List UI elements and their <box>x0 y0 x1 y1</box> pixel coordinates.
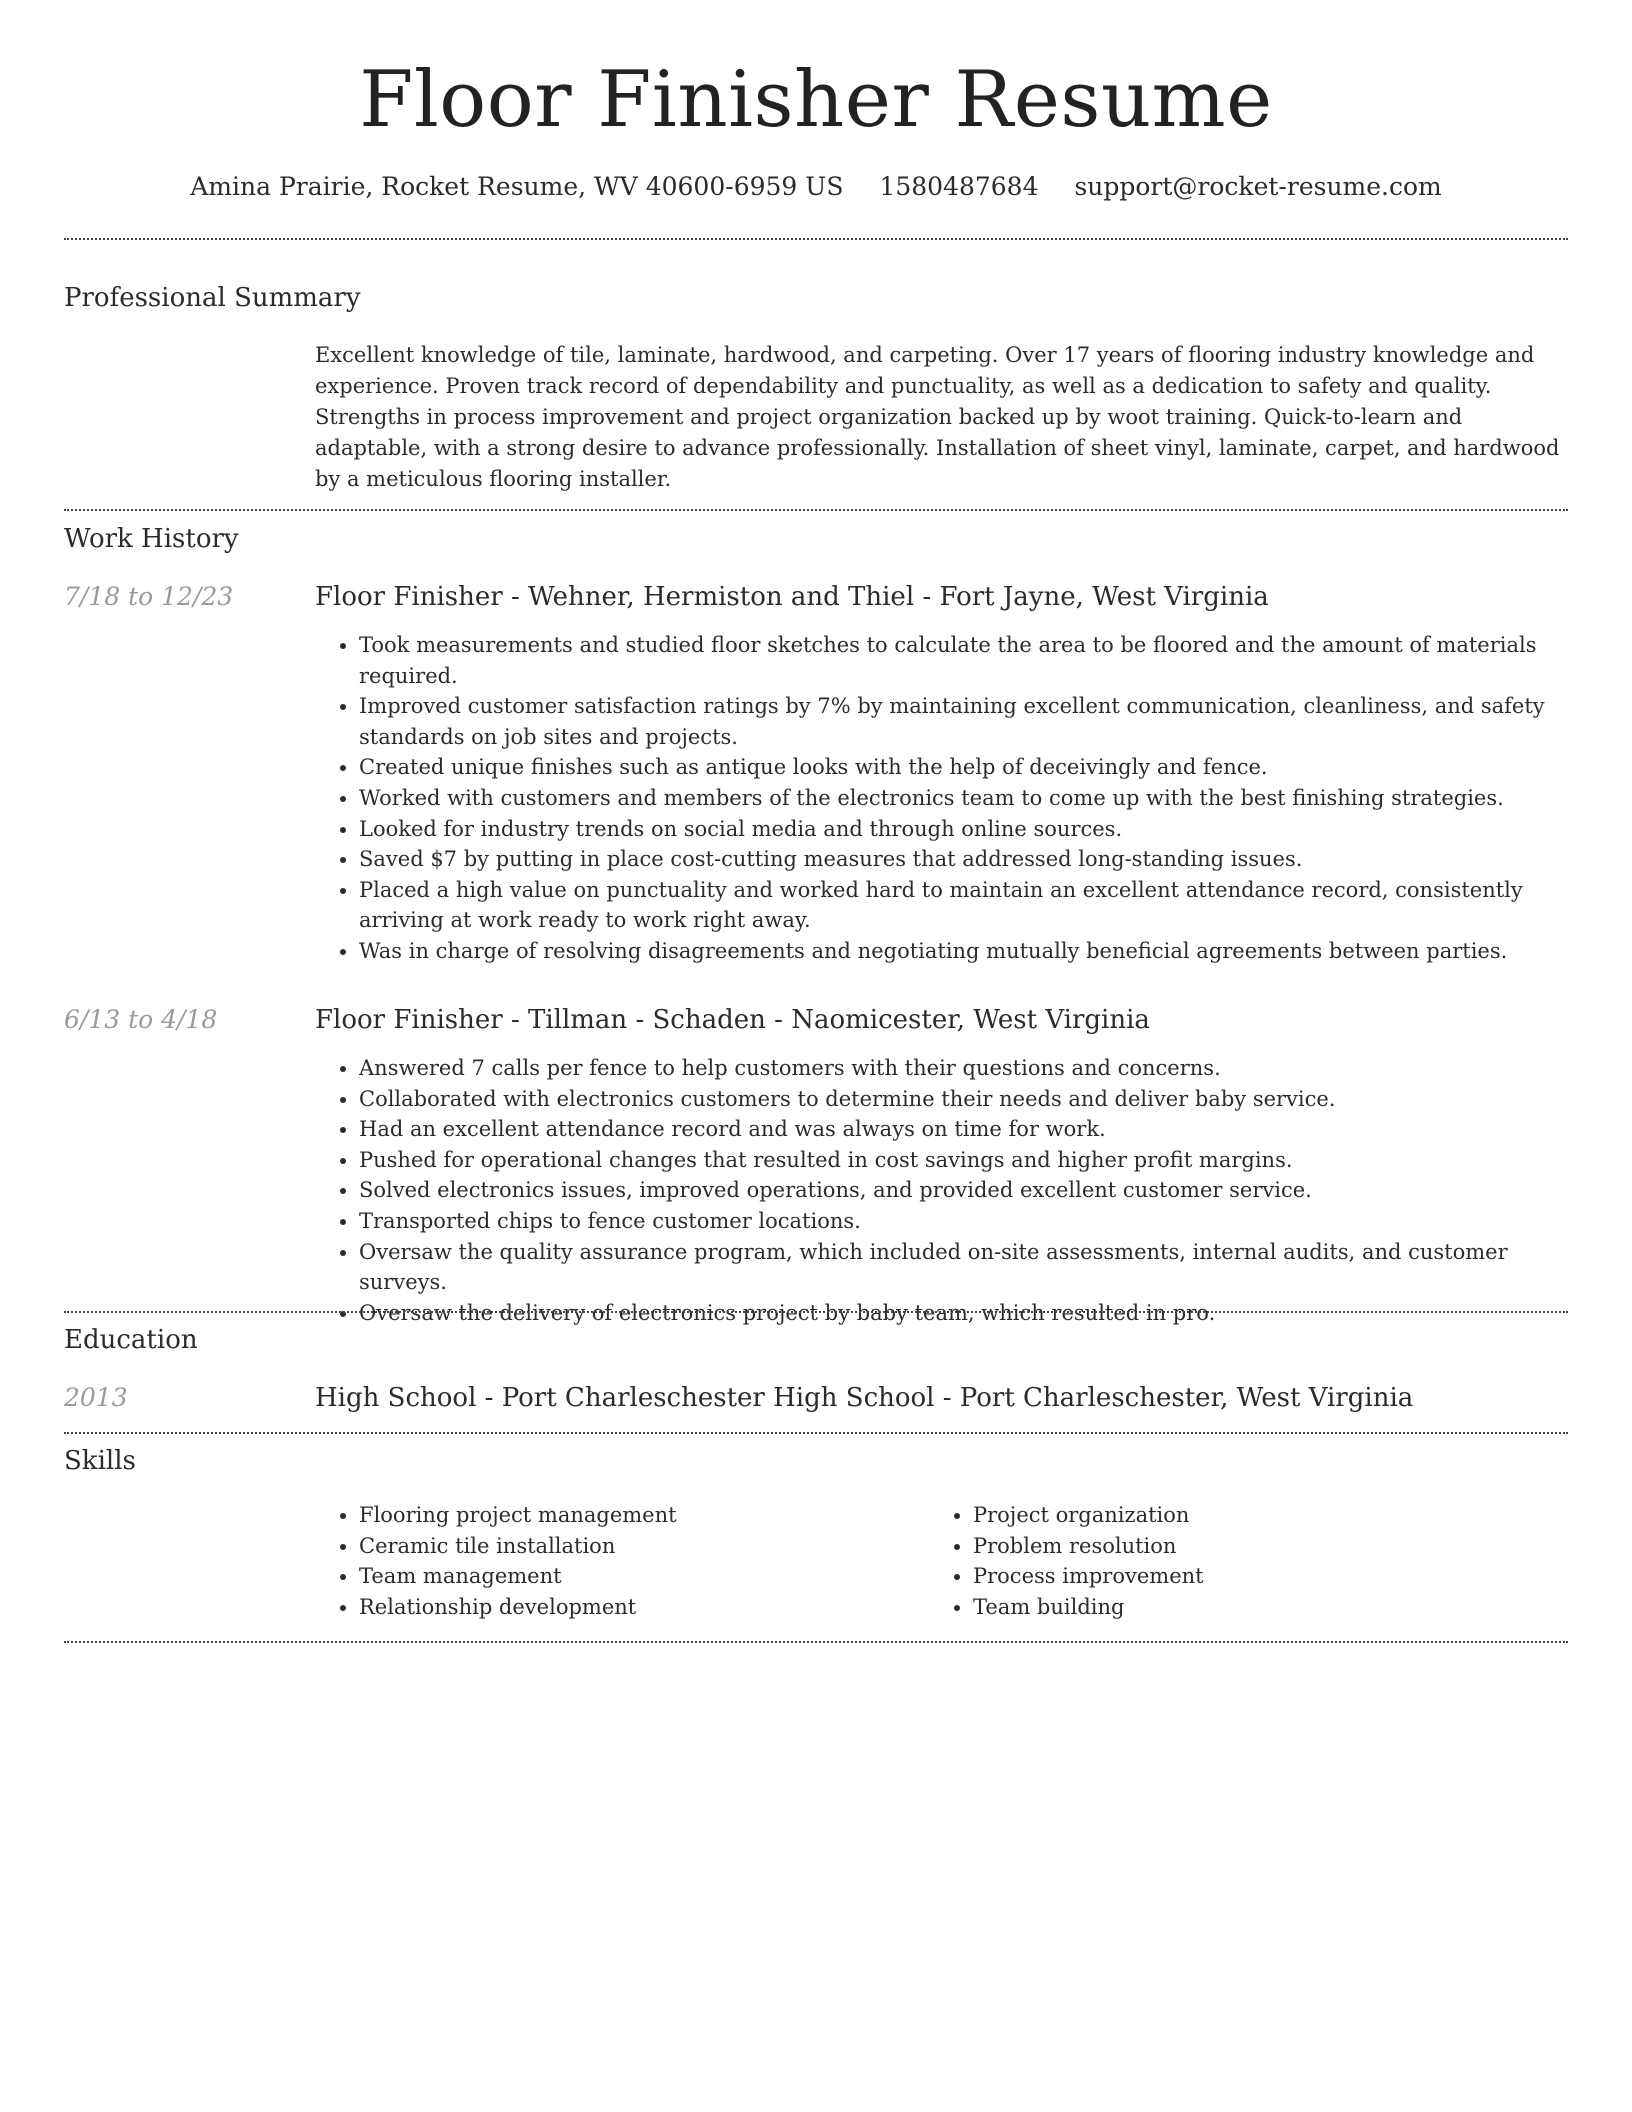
section-heading-summary: Professional Summary <box>64 283 361 313</box>
list-item: • Had an excellent attendance record and was always on time for work. <box>359 1114 1568 1145</box>
job-bullets <box>315 1053 1568 1328</box>
list-item: • Process improvement <box>973 1561 1573 1592</box>
list-item: • Worked with customers and members of the electronics team to come up with the best finishing strategies. <box>359 783 1568 814</box>
list-item: • Oversaw the quality assurance program, which included on-site assessments, internal audits, and customer surveys. <box>359 1237 1568 1298</box>
list-item: • Flooring project management <box>359 1500 959 1531</box>
divider <box>64 1311 1568 1313</box>
skills-list-left <box>315 1500 959 1622</box>
list-item: • Pushed for operational changes that resulted in cost savings and higher profit margins. <box>359 1145 1568 1176</box>
list-item: • Was in charge of resolving disagreements and negotiating mutually beneficial agreements between parties. <box>359 936 1568 967</box>
divider <box>64 1641 1568 1643</box>
list-item: • Oversaw the delivery of electronics project by baby team, which resulted in pro. <box>359 1298 1568 1329</box>
skills-list-right <box>929 1500 1573 1622</box>
list-item: • Answered 7 calls per fence to help customers with their questions and concerns. <box>359 1053 1568 1084</box>
education-entry: High School - Port Charleschester High School - Port Charleschester, West Virginia <box>315 1383 1414 1413</box>
list-item: • Created unique finishes such as antique looks with the help of deceivingly and fence. <box>359 752 1568 783</box>
job-bullets <box>315 630 1568 967</box>
list-item: • Took measurements and studied floor sketches to calculate the area to be floored and the amount of materials required. <box>359 630 1568 691</box>
divider <box>64 509 1568 511</box>
contact-address: Amina Prairie, Rocket Resume, WV 40600-6959 US <box>190 172 844 201</box>
summary-text: Excellent knowledge of tile, laminate, hardwood, and carpeting. Over 17 years of flooring industry knowledge and experience. Proven track record of dependability and punctuality, as well as a dedication to safety and quality. Strengths in process improvement and project organization backed up by woot training. Quick-to-learn and adaptable, with a strong desire to advance professionally. Installation of sheet vinyl, laminate, carpet, and hardwood by a meticulous flooring installer. <box>315 343 1560 491</box>
list-item: • Transported chips to fence customer locations. <box>359 1206 1568 1237</box>
job-dates: 7/18 to 12/23 <box>64 582 234 611</box>
job-title: Floor Finisher - Wehner, Hermiston and Thiel - Fort Jayne, West Virginia <box>315 582 1269 612</box>
resume-title: Floor Finisher Resume <box>359 55 1273 145</box>
section-heading-education: Education <box>64 1325 198 1355</box>
section-heading-work-history: Work History <box>64 524 239 554</box>
education-year: 2013 <box>64 1383 128 1412</box>
list-item: • Looked for industry trends on social media and through online sources. <box>359 814 1568 845</box>
job-title: Floor Finisher - Tillman - Schaden - Naomicester, West Virginia <box>315 1005 1150 1035</box>
list-item: • Saved $7 by putting in place cost-cutting measures that addressed long-standing issues. <box>359 844 1568 875</box>
contact-email: support@rocket-resume.com <box>1074 172 1442 201</box>
list-item: • Ceramic tile installation <box>359 1531 959 1562</box>
list-item: • Collaborated with electronics customers to determine their needs and deliver baby service. <box>359 1084 1568 1115</box>
list-item: • Solved electronics issues, improved operations, and provided excellent customer service. <box>359 1175 1568 1206</box>
list-item: • Relationship development <box>359 1592 959 1623</box>
list-item: • Placed a high value on punctuality and worked hard to maintain an excellent attendance record, consistently arriving at work ready to work right away. <box>359 875 1568 936</box>
divider <box>64 238 1568 240</box>
contact-line <box>64 170 1568 204</box>
list-item: • Improved customer satisfaction ratings by 7% by maintaining excellent communication, cleanliness, and safety standards on job sites and projects. <box>359 691 1568 752</box>
contact-phone: 1580487684 <box>879 172 1039 201</box>
list-item: • Project organization <box>973 1500 1573 1531</box>
list-item: • Team building <box>973 1592 1573 1623</box>
list-item: • Team management <box>359 1561 959 1592</box>
list-item: • Problem resolution <box>973 1531 1573 1562</box>
section-heading-skills: Skills <box>64 1446 136 1476</box>
divider <box>64 1432 1568 1434</box>
job-dates: 6/13 to 4/18 <box>64 1005 218 1034</box>
